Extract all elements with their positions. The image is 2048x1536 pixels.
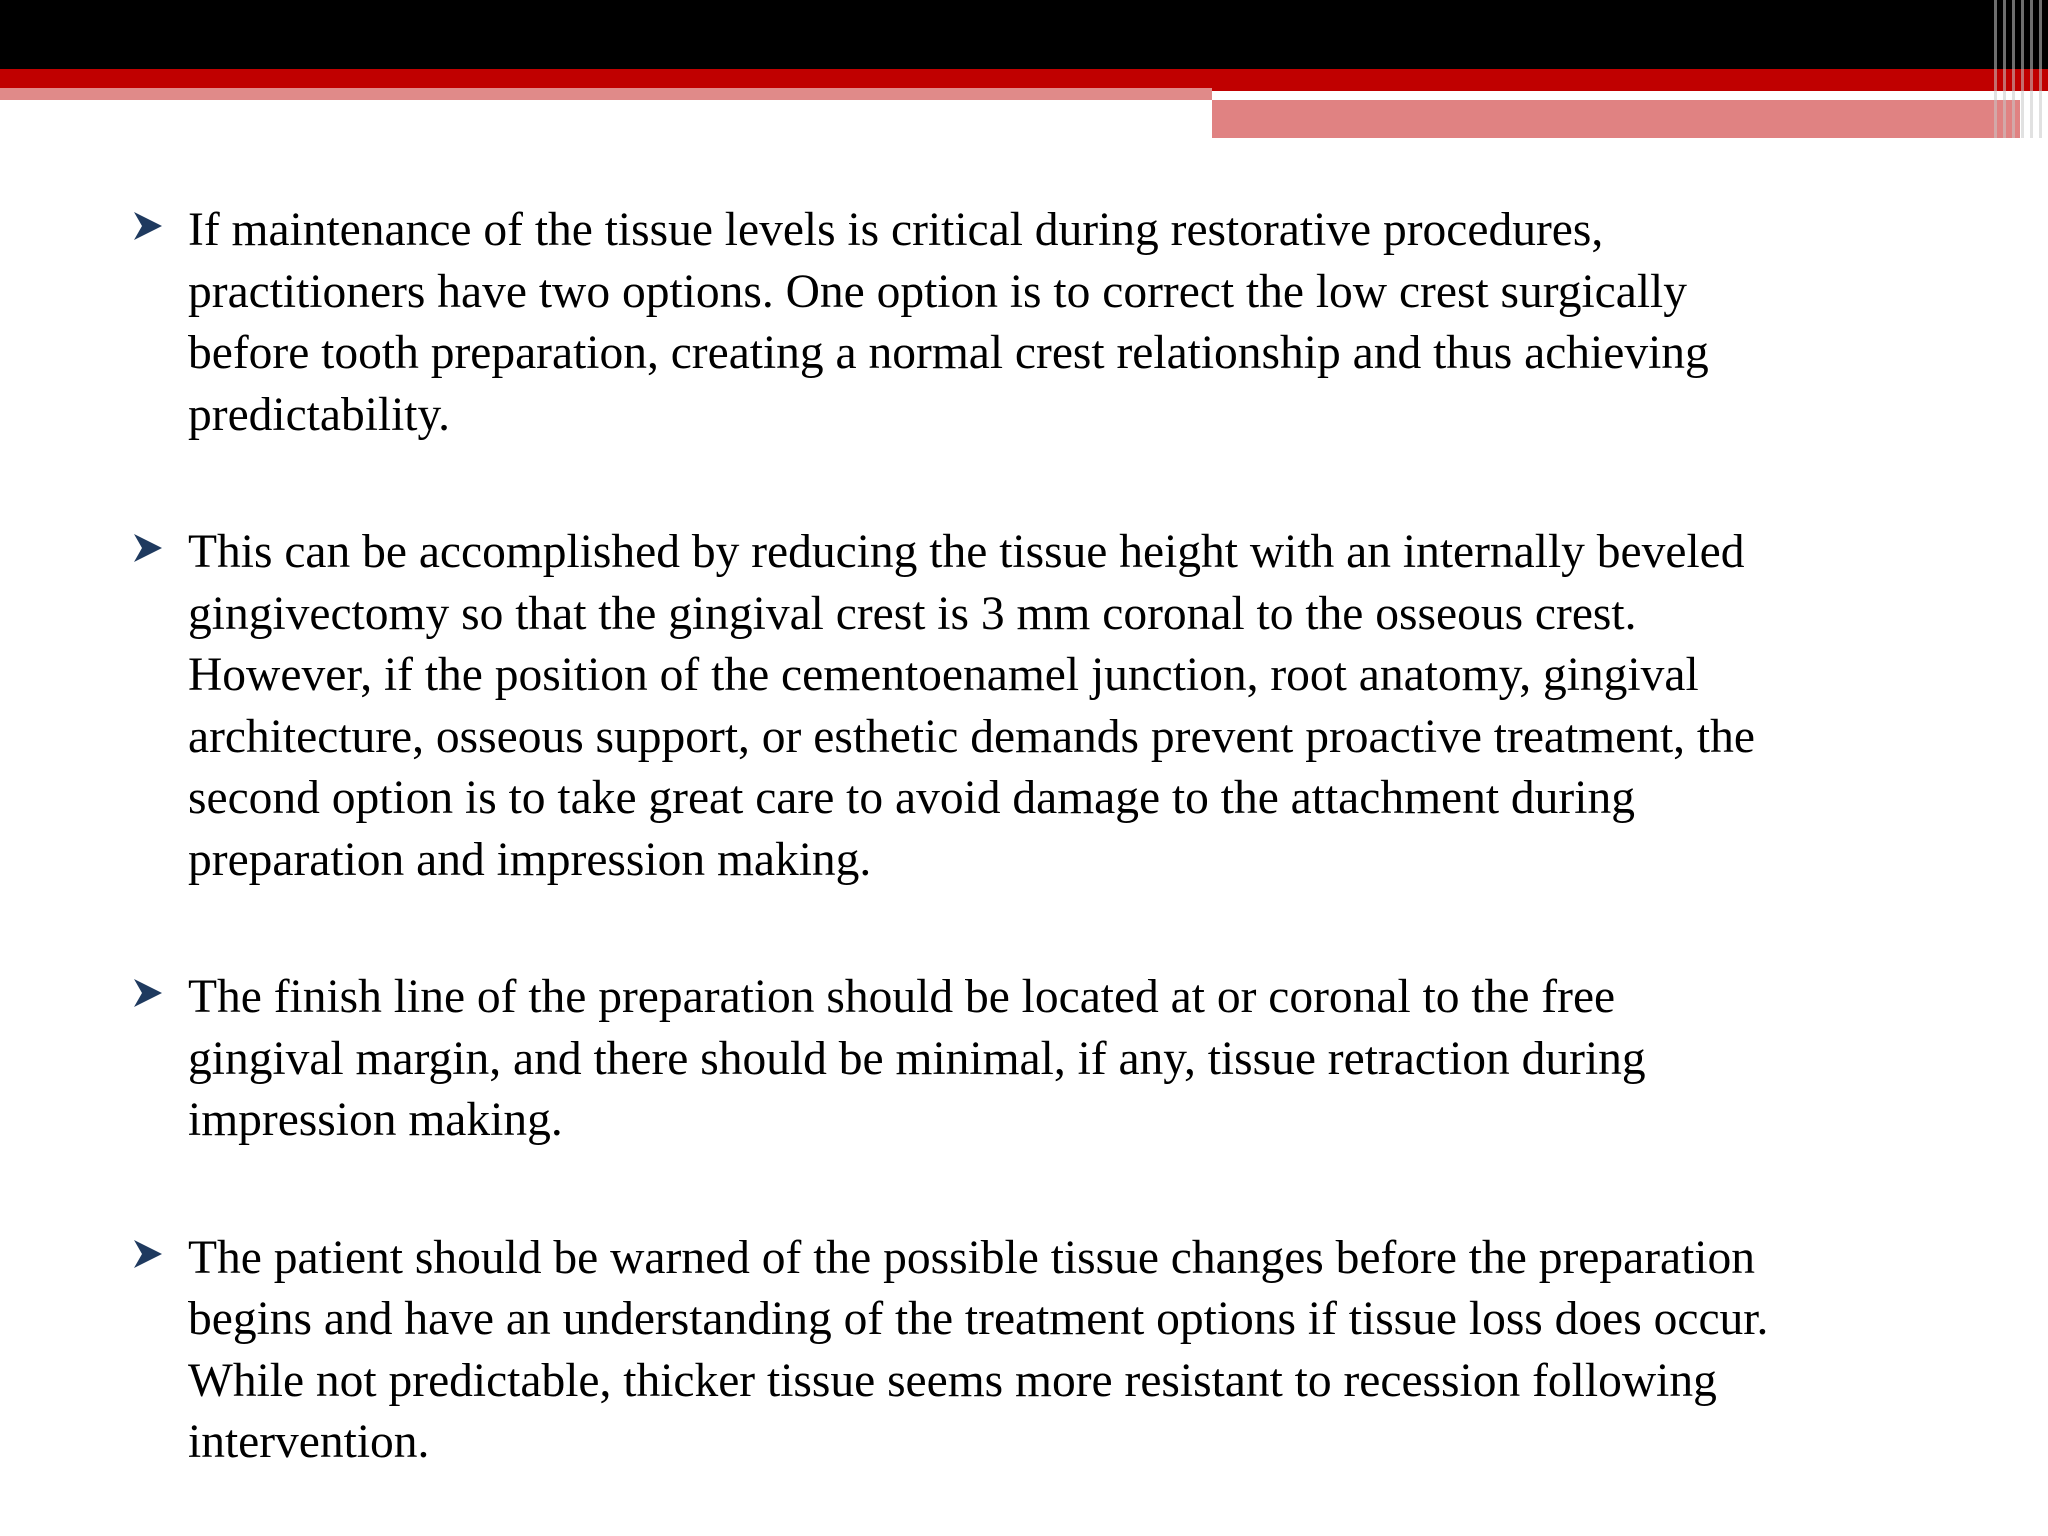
bullet-text: The finish line of the preparation should be located at or coronal to the free gingival margin, and there should be minimal, if any, tissue retraction during impression making. (188, 971, 1646, 1146)
header-black-bar (0, 0, 2048, 69)
bullet-text: This can be accomplished by reducing the tissue height with an internally beveled gingivectomy so that the gingival crest is 3 mm coronal to the osseous crest. However, if the position of the cementoenamel junction, root anatomy, gingival architecture, osseous support, or esthetic demands prevent proactive treatment, the second option is to take great care to avoid damage to the attachment during preparation and impression making. (188, 526, 1755, 886)
bullet-item (130, 967, 1930, 1152)
arrowhead-bullet-icon (130, 1236, 166, 1272)
header-edge-stripes (1988, 0, 2048, 138)
arrowhead-bullet-icon (130, 975, 166, 1011)
bullet-text: The patient should be warned of the possible tissue changes before the preparation begins and have an understanding of the treatment options if tissue loss does occur. While not predictable, thicker tissue seems more resistant to recession following intervention. (188, 1231, 1769, 1468)
bullet-item (130, 1228, 1930, 1474)
arrowhead-bullet-icon (130, 530, 166, 566)
bullet-list (130, 200, 1930, 1474)
arrowhead-bullet-icon (130, 208, 166, 244)
bullet-item (130, 200, 1930, 446)
header-pink-right-bar (1212, 100, 2020, 138)
bullet-item (130, 522, 1930, 891)
bullet-text: If maintenance of the tissue levels is critical during restorative procedures, practitioners have two options. One option is to correct the low crest surgically before tooth preparation, creating a normal crest relationship and thus achieving predictability. (188, 204, 1709, 441)
header-pink-left-bar (0, 88, 1212, 100)
